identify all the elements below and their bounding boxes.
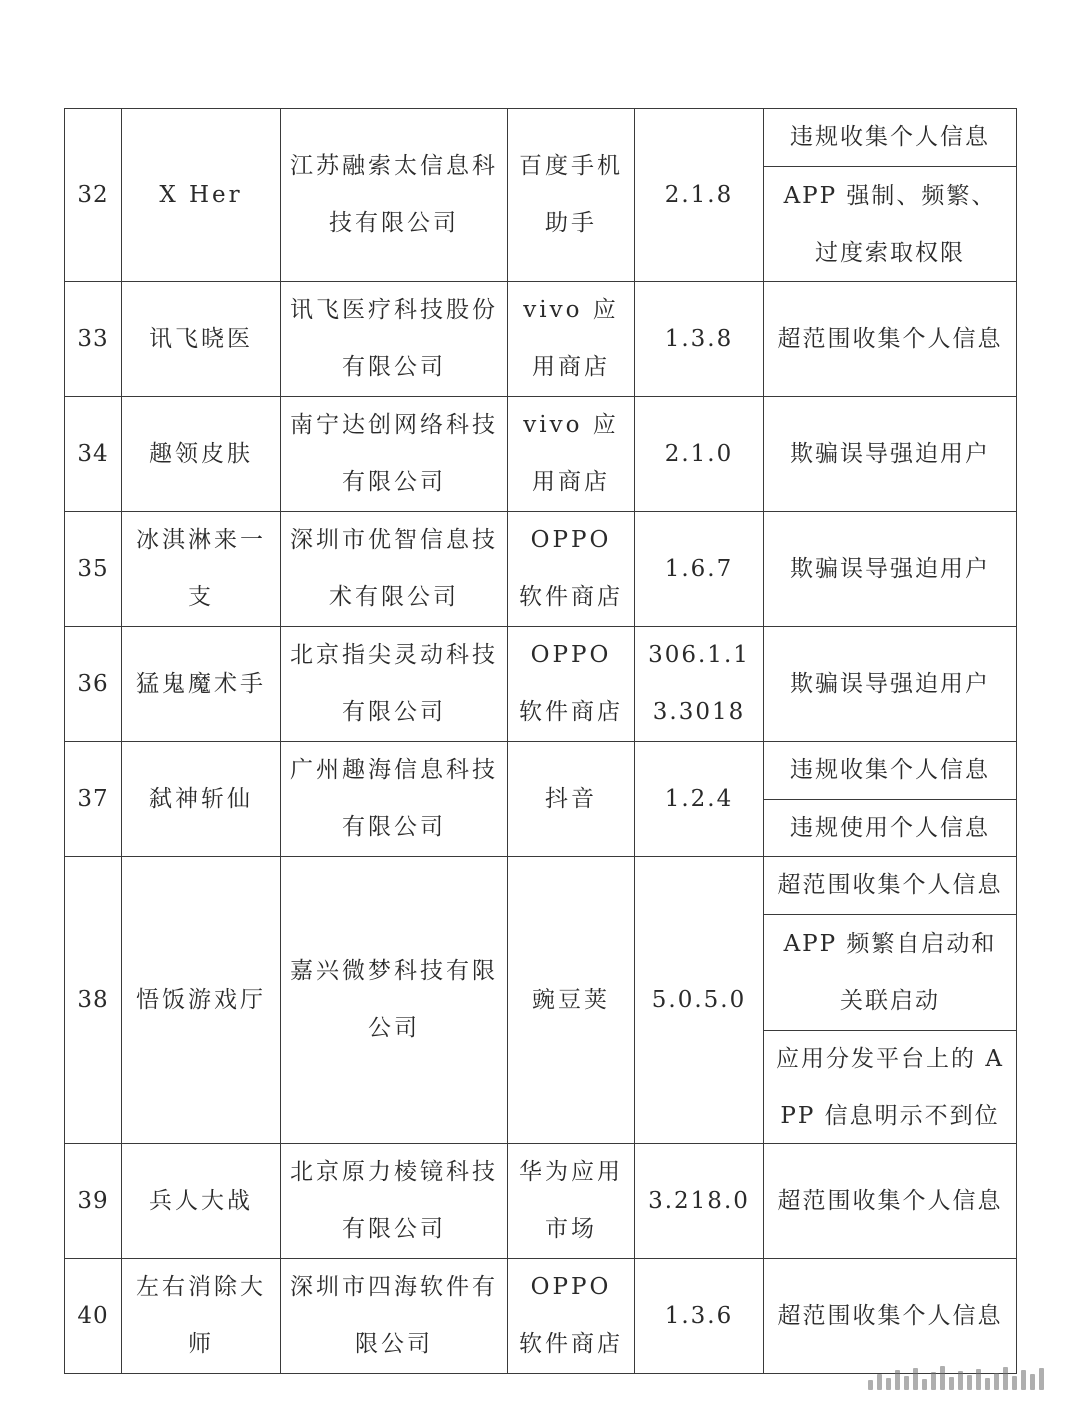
company-name: 江苏融索太信息科技有限公司 — [281, 109, 508, 282]
issue-item: 违规使用个人信息 — [764, 799, 1016, 857]
issue-cell: 欺骗误导强迫用户 — [764, 512, 1017, 627]
app-store: 百度手机助手 — [508, 109, 635, 282]
app-store: OPPO 软件商店 — [508, 1259, 635, 1374]
issue-item: APP 强制、频繁、过度索取权限 — [764, 166, 1016, 282]
app-name: 冰淇淋来一支 — [122, 512, 281, 627]
app-violation-table — [64, 108, 1017, 1374]
app-version: 1.3.6 — [635, 1259, 764, 1374]
issue-item: 应用分发平台上的 APP 信息明示不到位 — [764, 1030, 1016, 1144]
issue-cell: 超范围收集个人信息 — [764, 1144, 1017, 1259]
table-row — [65, 512, 1017, 627]
app-name: 趣领皮肤 — [122, 397, 281, 512]
company-name: 北京指尖灵动科技有限公司 — [281, 627, 508, 742]
issue-cell — [764, 109, 1017, 282]
app-name: 悟饭游戏厅 — [122, 857, 281, 1144]
table-row — [65, 742, 1017, 857]
company-name: 南宁达创网络科技有限公司 — [281, 397, 508, 512]
row-number: 35 — [65, 512, 122, 627]
issue-item: APP 频繁自启动和关联启动 — [764, 914, 1016, 1030]
app-version: 1.2.4 — [635, 742, 764, 857]
company-name: 广州趣海信息科技有限公司 — [281, 742, 508, 857]
app-store: OPPO 软件商店 — [508, 627, 635, 742]
app-version: 2.1.0 — [635, 397, 764, 512]
app-version: 3.218.0 — [635, 1144, 764, 1259]
company-name: 深圳市优智信息技术有限公司 — [281, 512, 508, 627]
issue-cell: 超范围收集个人信息 — [764, 282, 1017, 397]
issue-cell — [764, 857, 1017, 1144]
row-number: 32 — [65, 109, 122, 282]
app-store: vivo 应用商店 — [508, 397, 635, 512]
app-name: 弑神斩仙 — [122, 742, 281, 857]
issue-cell: 欺骗误导强迫用户 — [764, 627, 1017, 742]
app-store: vivo 应用商店 — [508, 282, 635, 397]
company-name: 深圳市四海软件有限公司 — [281, 1259, 508, 1374]
table-row — [65, 1144, 1017, 1259]
table-row — [65, 857, 1017, 1144]
app-name: 讯飞晓医 — [122, 282, 281, 397]
app-name: X Her — [122, 109, 281, 282]
app-name: 兵人大战 — [122, 1144, 281, 1259]
issue-item: 超范围收集个人信息 — [777, 872, 1003, 898]
table-row — [65, 397, 1017, 512]
table-row — [65, 627, 1017, 742]
issue-cell — [764, 742, 1017, 857]
company-name: 北京原力棱镜科技有限公司 — [281, 1144, 508, 1259]
app-version: 1.6.7 — [635, 512, 764, 627]
issue-item: 违规收集个人信息 — [790, 124, 990, 150]
issue-item: 违规收集个人信息 — [790, 757, 990, 783]
app-name: 左右消除大师 — [122, 1259, 281, 1374]
row-number: 37 — [65, 742, 122, 857]
app-store: 豌豆荚 — [508, 857, 635, 1144]
table-body — [65, 109, 1017, 1374]
row-number: 33 — [65, 282, 122, 397]
app-name: 猛鬼魔术手 — [122, 627, 281, 742]
app-version: 1.3.8 — [635, 282, 764, 397]
table-row — [65, 1259, 1017, 1374]
row-number: 39 — [65, 1144, 122, 1259]
app-version: 5.0.5.0 — [635, 857, 764, 1144]
company-name: 嘉兴微梦科技有限公司 — [281, 857, 508, 1144]
row-number: 34 — [65, 397, 122, 512]
app-store: OPPO 软件商店 — [508, 512, 635, 627]
app-version: 306.1.13.3018 — [635, 627, 764, 742]
table-row — [65, 282, 1017, 397]
row-number: 40 — [65, 1259, 122, 1374]
row-number: 36 — [65, 627, 122, 742]
app-store: 抖音 — [508, 742, 635, 857]
table-row — [65, 109, 1017, 282]
app-store: 华为应用市场 — [508, 1144, 635, 1259]
issue-cell: 欺骗误导强迫用户 — [764, 397, 1017, 512]
row-number: 38 — [65, 857, 122, 1144]
app-version: 2.1.8 — [635, 109, 764, 282]
issue-cell: 超范围收集个人信息 — [764, 1259, 1017, 1374]
watermark-barcode — [868, 1366, 1058, 1390]
company-name: 讯飞医疗科技股份有限公司 — [281, 282, 508, 397]
